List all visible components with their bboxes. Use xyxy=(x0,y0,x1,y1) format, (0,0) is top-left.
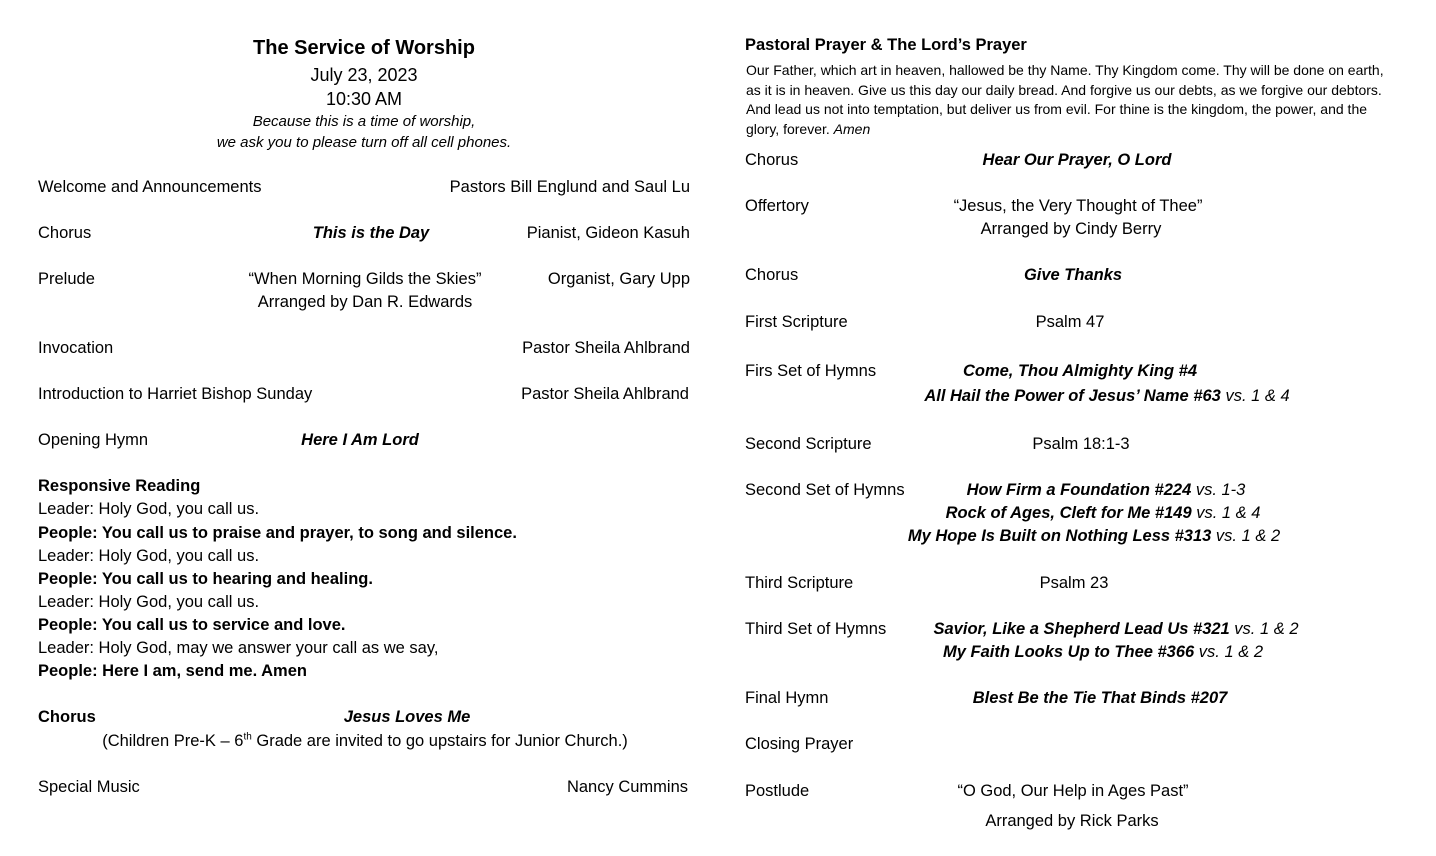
third-hymns-label: Third Set of Hymns xyxy=(745,620,887,638)
hymn-verses: vs. 1-3 xyxy=(1191,481,1246,499)
hymn-title: My Faith Looks Up to Thee #366 xyxy=(943,643,1195,661)
third-scripture-ref: Psalm 23 xyxy=(1039,574,1109,592)
first-scripture-label: First Scripture xyxy=(745,313,848,331)
hymn-line xyxy=(943,642,1263,662)
hymn-title: How Firm a Foundation #224 xyxy=(966,481,1192,499)
lords-prayer-text xyxy=(746,61,1386,139)
hymn-line xyxy=(967,480,1246,500)
phone-note-line-1: Because this is a time of worship, xyxy=(252,113,476,130)
junior-church-note-start: (Children Pre-K – 6 xyxy=(102,732,244,750)
second-scripture-ref: Psalm 18:1-3 xyxy=(1032,435,1130,453)
chorus-4-title: Give Thanks xyxy=(1023,266,1123,284)
hymn-verses: vs. 1 & 4 xyxy=(1191,504,1261,522)
ordinal-suffix: th xyxy=(243,731,252,743)
invocation-label: Invocation xyxy=(38,339,114,357)
responsive-line: Leader: Holy God, you call us. xyxy=(38,593,260,611)
opening-hymn-title: Here I Am Lord xyxy=(301,431,419,449)
junior-church-note-end: Grade are invited to go upstairs for Junior Church.) xyxy=(251,732,628,750)
offertory-arranger: Arranged by Cindy Berry xyxy=(980,220,1162,238)
hymn-verses: vs. 1 & 2 xyxy=(1211,527,1281,545)
service-time: 10:30 AM xyxy=(325,89,403,109)
responsive-line: People: You call us to service and love. xyxy=(38,616,346,634)
responsive-line: Leader: Holy God, you call us. xyxy=(38,500,260,518)
final-hymn-title: Blest Be the Tie That Binds #207 xyxy=(972,689,1228,707)
hymn-title: Savior, Like a Shepherd Lead Us #321 xyxy=(933,620,1230,638)
intro-leader: Pastor Sheila Ahlbrand xyxy=(521,385,689,403)
second-hymns-label: Second Set of Hymns xyxy=(745,481,905,499)
chorus-2-label: Chorus xyxy=(38,708,96,726)
invocation-leader: Pastor Sheila Ahlbrand xyxy=(522,339,690,357)
hymn-title: All Hail the Power of Jesus’ Name #63 xyxy=(924,387,1221,405)
junior-church-note xyxy=(102,731,628,751)
chorus-4-label: Chorus xyxy=(745,266,799,284)
responsive-line: Leader: Holy God, you call us. xyxy=(38,547,260,565)
hymn-title: Come, Thou Almighty King #4 xyxy=(962,362,1198,380)
chorus-3-label: Chorus xyxy=(745,151,799,169)
postlude-title: “O God, Our Help in Ages Past” xyxy=(957,782,1189,800)
hymn-verses: vs. 1 & 4 xyxy=(1220,387,1290,405)
prelude-label: Prelude xyxy=(38,270,95,288)
prelude-arranger: Arranged by Dan R. Edwards xyxy=(257,293,473,311)
service-date: July 23, 2023 xyxy=(310,65,418,85)
hymn-line xyxy=(963,361,1197,381)
postlude-arranger: Arranged by Rick Parks xyxy=(985,812,1159,830)
closing-prayer-label: Closing Prayer xyxy=(745,735,854,753)
chorus-1-title: This is the Day xyxy=(312,224,430,242)
responsive-line: People: You call us to hearing and healing. xyxy=(38,570,373,588)
chorus-3-title: Hear Our Prayer, O Lord xyxy=(982,151,1172,169)
hymn-title: My Hope Is Built on Nothing Less #313 xyxy=(907,527,1212,545)
lords-prayer-amen: Amen xyxy=(833,120,871,137)
hymn-verses: vs. 1 & 2 xyxy=(1229,620,1299,638)
responsive-heading: Responsive Reading xyxy=(38,477,201,495)
prelude-organist: Organist, Gary Upp xyxy=(547,270,690,288)
final-hymn-label: Final Hymn xyxy=(745,689,829,707)
responsive-line: People: You call us to praise and prayer, to song and silence. xyxy=(38,524,517,542)
first-scripture-ref: Psalm 47 xyxy=(1035,313,1105,331)
responsive-line: People: Here I am, send me. Amen xyxy=(38,662,307,680)
second-scripture-label: Second Scripture xyxy=(745,435,872,453)
hymn-line xyxy=(924,386,1289,406)
chorus-1-pianist: Pianist, Gideon Kasuh xyxy=(526,224,690,242)
responsive-line: Leader: Holy God, may we answer your call as we say, xyxy=(38,639,439,657)
welcome-leaders: Pastors Bill Englund and Saul Lu xyxy=(449,178,690,196)
postlude-label: Postlude xyxy=(745,782,810,800)
first-hymns-label: Firs Set of Hymns xyxy=(745,362,877,380)
lords-prayer-body: Our Father, which art in heaven, hallowed be thy Name. Thy Kingdom come. Thy will be done on earth, as it is in heaven. Give us this day our daily bread. And forgive us our debts, as we forgive our debtors. And lead us not into temptation, but deliver us from evil. For thine is the kingdom, the power, and the glory, forever. xyxy=(746,62,1384,137)
opening-hymn-label: Opening Hymn xyxy=(38,431,149,449)
hymn-line xyxy=(934,619,1299,639)
hymn-title: Rock of Ages, Cleft for Me #149 xyxy=(945,504,1192,522)
offertory-title: “Jesus, the Very Thought of Thee” xyxy=(953,197,1203,215)
chorus-2-title: Jesus Loves Me xyxy=(343,708,471,726)
prayer-heading: Pastoral Prayer & The Lord’s Prayer xyxy=(745,36,1027,54)
offertory-label: Offertory xyxy=(745,197,809,215)
phone-note-line-2: we ask you to please turn off all cell phones. xyxy=(216,134,512,151)
third-scripture-label: Third Scripture xyxy=(745,574,854,592)
welcome-label: Welcome and Announcements xyxy=(38,178,262,196)
intro-label: Introduction to Harriet Bishop Sunday xyxy=(38,385,313,403)
bulletin-title: The Service of Worship xyxy=(253,37,475,59)
hymn-line xyxy=(908,526,1280,546)
special-music-label: Special Music xyxy=(38,778,140,796)
hymn-line xyxy=(946,503,1261,523)
chorus-1-label: Chorus xyxy=(38,224,92,242)
hymn-verses: vs. 1 & 2 xyxy=(1194,643,1263,661)
special-music-performer: Nancy Cummins xyxy=(566,778,688,796)
prelude-title: “When Morning Gilds the Skies” xyxy=(248,270,482,288)
